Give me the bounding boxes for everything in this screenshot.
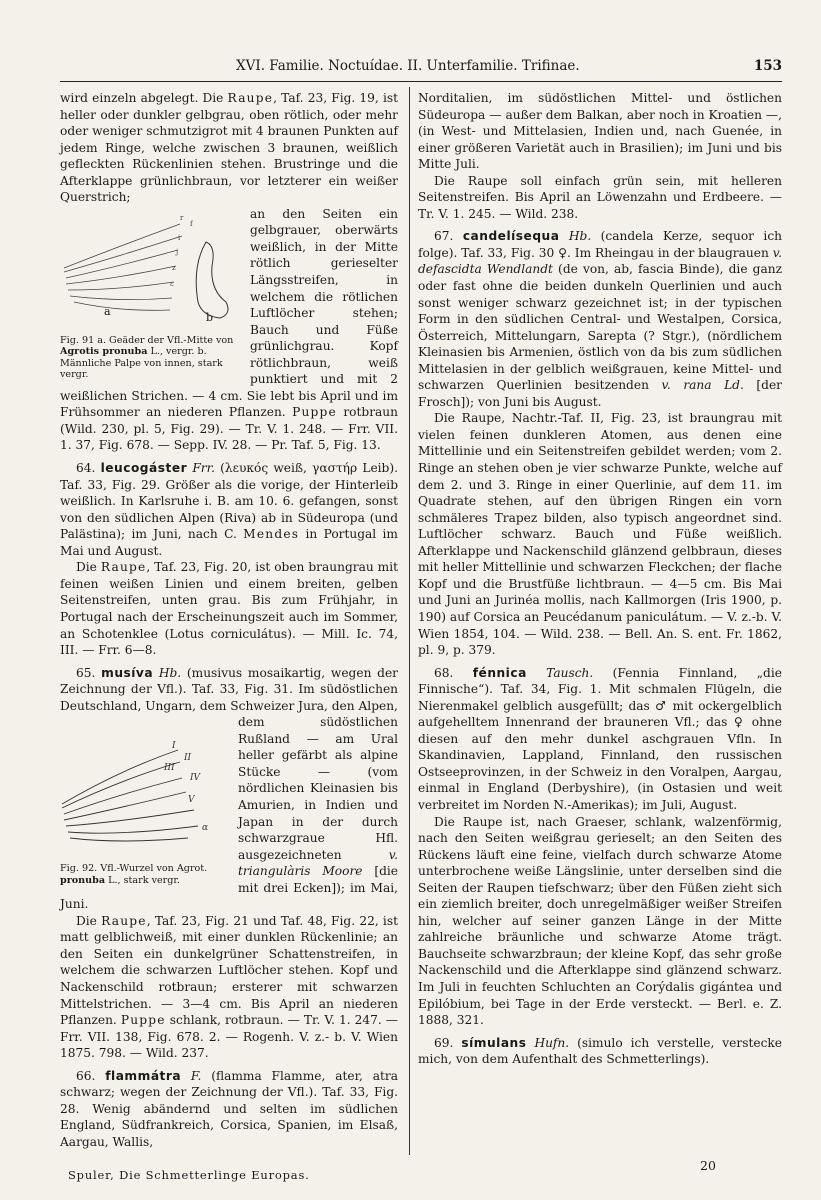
paragraph-raupe-64: Die Raupe, Taf. 23, Fig. 20, ist oben braungrau mit feinen weißen Linien und einem breiten, gelben Seitenstreifen, unten grau. Bis zum Frühjahr, in Portugal nach der Erscheinungszeit auch im Sommer, an Schotenklee (Lotus corniculátus). — Mill. Ic. 74, III. — Frr. 6—8.: [60, 560, 398, 658]
figure-91: [60, 206, 242, 381]
paragraph-raupe-67: Die Raupe, Nachtr.-Taf. II, Fig. 23, ist braungrau mit vielen feinen dunkleren Atomen, aus denen eine Mittellinie und ein Seitenstreifen gebildet werden; vom 2. Ringe an stehen oben je vier schwarze Punkte, welche auf dem 2. und 3. Ringe in einer Querlinie, auf dem 11. im Quadrate stehen, auf den übrigen Ringen ein vorn schmäleres Trapez bilden, also typisch angeordnet sind. Luftlöcher schwarz. Bauch und Füße weißlich. Afterklappe und Nackenschild glänzend gelbbraun, dieses mit heller Mittellinie und schwarzen Fleckchen; der flache Kopf und die Brustfüße lichtbraun. — 4—5 cm. Bis Mai und Juni an Jurinéa mollis, nach Kallmorgen (Iris 1900, p. 190) auf Corsica an Peucédanum paniculátum. — V. z.-b. V. Wien 1854, 104. — Wild. 238. — Bell. An. S. ent. Fr. 1862, pl. 9, p. 379.: [418, 411, 782, 658]
signature-mark: 20: [700, 1158, 716, 1173]
footer-title: Spuler, Die Schmetterlinge Europas.: [68, 1168, 310, 1182]
species-name: candelísequa: [462, 229, 560, 244]
svg-text:r: r: [180, 213, 184, 222]
species-66: 66. flammátra F. (flamma Flamme, ater, atra schwarz; wegen der Zeichnung der Vfl.). Taf. 33, Fig. 28. Wenig abändernd und selten im südlichen England, Südfrankreich, Corsica, Spanien, im Elsaß, Aargau, Wallis,: [60, 1068, 399, 1149]
species-name: símulans: [461, 1035, 527, 1050]
species-name: leucogáster: [100, 461, 188, 476]
svg-text:i: i: [178, 233, 181, 242]
running-header: [60, 58, 782, 80]
vein-label-alpha: α: [202, 823, 209, 834]
header-rule: [60, 81, 782, 82]
species-name: fénnica: [472, 665, 527, 680]
species-69: 69. símulans Hufn. (simulo ich verstelle, verstecke mich, von dem Aufenthalt des Schmetterlings).: [418, 1035, 782, 1067]
species-68: 68. fénnica Tausch. (Fennia Finnland, „die Finnische“). Taf. 34, Fig. 1. Mit schmalen Flügeln, die Nierenmakel gelblich ausgefüllt; das ♂ mit ockergelblich aufgehelltem Innenrand der brauneren Vfl.; das ♀ ohne diesen auf den mehr dunkel aschgrauen Vfln. In Skandinavien, Lappland, Finnland, den russischen Ostseeprovinzen, in der Schweiz in den Voralpen, Aargau, einmal in England (Derbyshire), (in Ostasien und weit verbreitet im Norden N.-Amerikas); im Juli, August.: [418, 665, 782, 812]
vein-label-II: II: [184, 753, 192, 764]
column-divider: [409, 87, 410, 1155]
figure-label-a: a: [104, 304, 111, 318]
species-65: 65. musíva Hb. (musivus mosaikartig, wegen der Zeichnung der Vfl.). Taf. 33, Fig. 31. Im südöstlichen Deutschland, Ungarn, dem Schweizer Jura, den Alpen,: [60, 665, 398, 713]
vein-label-III: III: [164, 763, 175, 774]
paragraph-raupe-65: Die Raupe, Taf. 23, Fig. 21 und Taf. 48, Fig. 22, ist matt gelblichweiß, mit einer dunklen Rückenlinie; an den Seiten ein dunkelgrüner Schattenstreifen, in welchem die schwarzen Luftlöcher stehen. Kopf und Nackenschild rotbraun; ersterer mit schwarzen Mittelstrichen. — 3—4 cm. Bis April an niederen Pflanzen. Puppe schlank, rotbraun. — Tr. V. 1. 247. — Frr. VII. 138, Fig. 678. 2. — Rogenh. V. z.- b. V. Wien 1875. 798. — Wild. 237.: [60, 913, 398, 1061]
paragraph-distribution: Norditalien, im südöstlichen Mittel- und östlichen Südeuropa — außer dem Balkan, aber noch in Kroatien —, (in West- und Mittelasien, Indien und, nach Guenée, in einer größeren Varietät auch in Brasilien); im Juni und bis Mitte Juli.: [418, 91, 782, 172]
species-name: flammátra: [105, 1068, 182, 1083]
right-column: [418, 90, 782, 1068]
svg-text:ε: ε: [170, 279, 174, 288]
wing-root-drawing: [60, 714, 230, 854]
svg-text:j: j: [176, 247, 179, 256]
paragraph-raupe-68: Die Raupe ist, nach Graeser, schlank, walzenförmig, nach den Seiten weißgrau gerieselt; an den Seiten des Rückens läuft eine feine, vielfach durch schwarze Atome unterbrochene weiße Längslinie, unter derselben sind die Seiten der Raupen tiefschwarz; über den Füßen zieht sich ein ziemlich breiter, doch unregelmäßiger weißer Streifen hin, welcher auf seiner ganzen Länge in der Mitte zahlreiche bräunliche und schwarze Atome trägt. Bauchseite schwarzbraun; der kleine Kopf, das sehr große Nackenschild und die Afterklappe sind glänzend schwarz. Im Juli in feuchten Schluchten an Corýdalis gigántea und Epilóbium, bei Tage in der Erde versteckt. — Berl. e. Z. 1888, 321.: [418, 814, 782, 1028]
paragraph-raupe-63: wird einzeln abgelegt. Die Raupe, Taf. 23, Fig. 19, ist heller oder dunkler gelbgrau, oben rötlich, oder mehr oder weniger schmutzigrot mit 4 braunen Punkten auf jedem Ringe, welche zwischen 3 braunen, weißlich gefleckten Rückenlinien stehen. Brustringe und die Afterklappe grünlichbraun, vor letzterer ein weißer Querstrich;: [60, 91, 398, 205]
species-64: 64. leucogáster Frr. (λευκός weiß, γαστήρ Leib). Taf. 33, Fig. 29. Größer als die vorige, der Hinterleib weißlich. In Karlsruhe i. B. am 10. 6. gefangen, sonst von den südlichen Alpen (Riva) ab in Südeuropa (und Palästina); im Juni, nach C. Mendes in Portugal im Mai und August.: [60, 461, 398, 558]
vein-label-V: V: [188, 795, 195, 806]
paragraph-raupe-66: Die Raupe soll einfach grün sein, mit helleren Seitenstreifen. Bis April an Löwenzahn und Erdbeere. — Tr. V. 1. 245. — Wild. 238.: [418, 173, 782, 221]
svg-text:f: f: [190, 219, 193, 228]
svg-text:z: z: [172, 263, 176, 272]
page-number: 153: [753, 58, 782, 74]
wing-venation-drawing: [60, 206, 242, 336]
figure-92-caption: Fig. 92. Vfl.-Wurzel von Agrot. pronuba L., stark vergr.: [60, 863, 208, 886]
species-name: musíva: [101, 665, 154, 680]
left-column-body: [60, 90, 398, 1150]
species-67: 67. candelísequa Hb. (candela Kerze, sequor ich folge). Taf. 33, Fig. 30 ♀. Im Rheingau in der blaugrauen v. defascidta Wendlandt (de von, ab, fascia Binde), die ganz oder fast ohne die beiden dunkeln Querlinien und auch sonst weniger schwarz gezeichnet ist; in der typischen Form in den südlichen Central- und Westalpen, Corsica, Österreich, Mittelungarn, Sarepta (? Stgr.), (nördlichem Kleinasien bis Armenien, östlich von da bis zum südlichen Mittelasien in der gelblich weißgrauen, keine Mittel- und schwarzen Querlinien besitzenden v. rana Ld. [der Frosch]); von Juni bis August.: [418, 229, 782, 409]
figure-92: [60, 714, 230, 886]
figure-label-b: b: [206, 310, 214, 324]
paragraph-raupe-63-cont: an den Seiten ein gelbgrauer, oberwärts weißlich, in der Mitte rötlich gerieselter Längsstreifen, in welchem die rötlichen Luftlöcher stehen; Bauch und Füße grünlichgrau. Kopf rötlichbraun, weiß punktiert und mit 2 weißlichen Strichen. — 4 cm. Sie lebt bis April und im Frühsommer an niederen Pflanzen. Puppe rotbraun (Wild. 230, pl. 5, Fig. 29). — Tr. V. 1. 248. — Frr. VII. 1. 37, Fig. 678. — Sepp. IV. 28. — Pr. Taf. 5, Fig. 13.: [60, 206, 398, 453]
vein-label-IV: IV: [190, 773, 201, 784]
figure-91-caption: Fig. 91 a. Geäder der Vfl.-Mitte von Agrotis pronuba L., vergr. b. Männliche Palpe von innen, stark vergr.: [60, 334, 234, 381]
running-title: XVI. Familie. Noctuídae. II. Unterfamilie. Trifinae.: [236, 58, 580, 74]
species-65-cont: dem südöstlichen Rußland — am Ural heller gefärbt als alpine Stücke — (vom nördlichen Kleinasien bis Amurien, in Indien und Japan in der durch schwarzgraue Hfl. ausgezeichneten v. triangulàris Moore [die mit drei Ecken]); im Mai, Juni.: [60, 715, 398, 912]
vein-label-I: I: [172, 741, 176, 752]
